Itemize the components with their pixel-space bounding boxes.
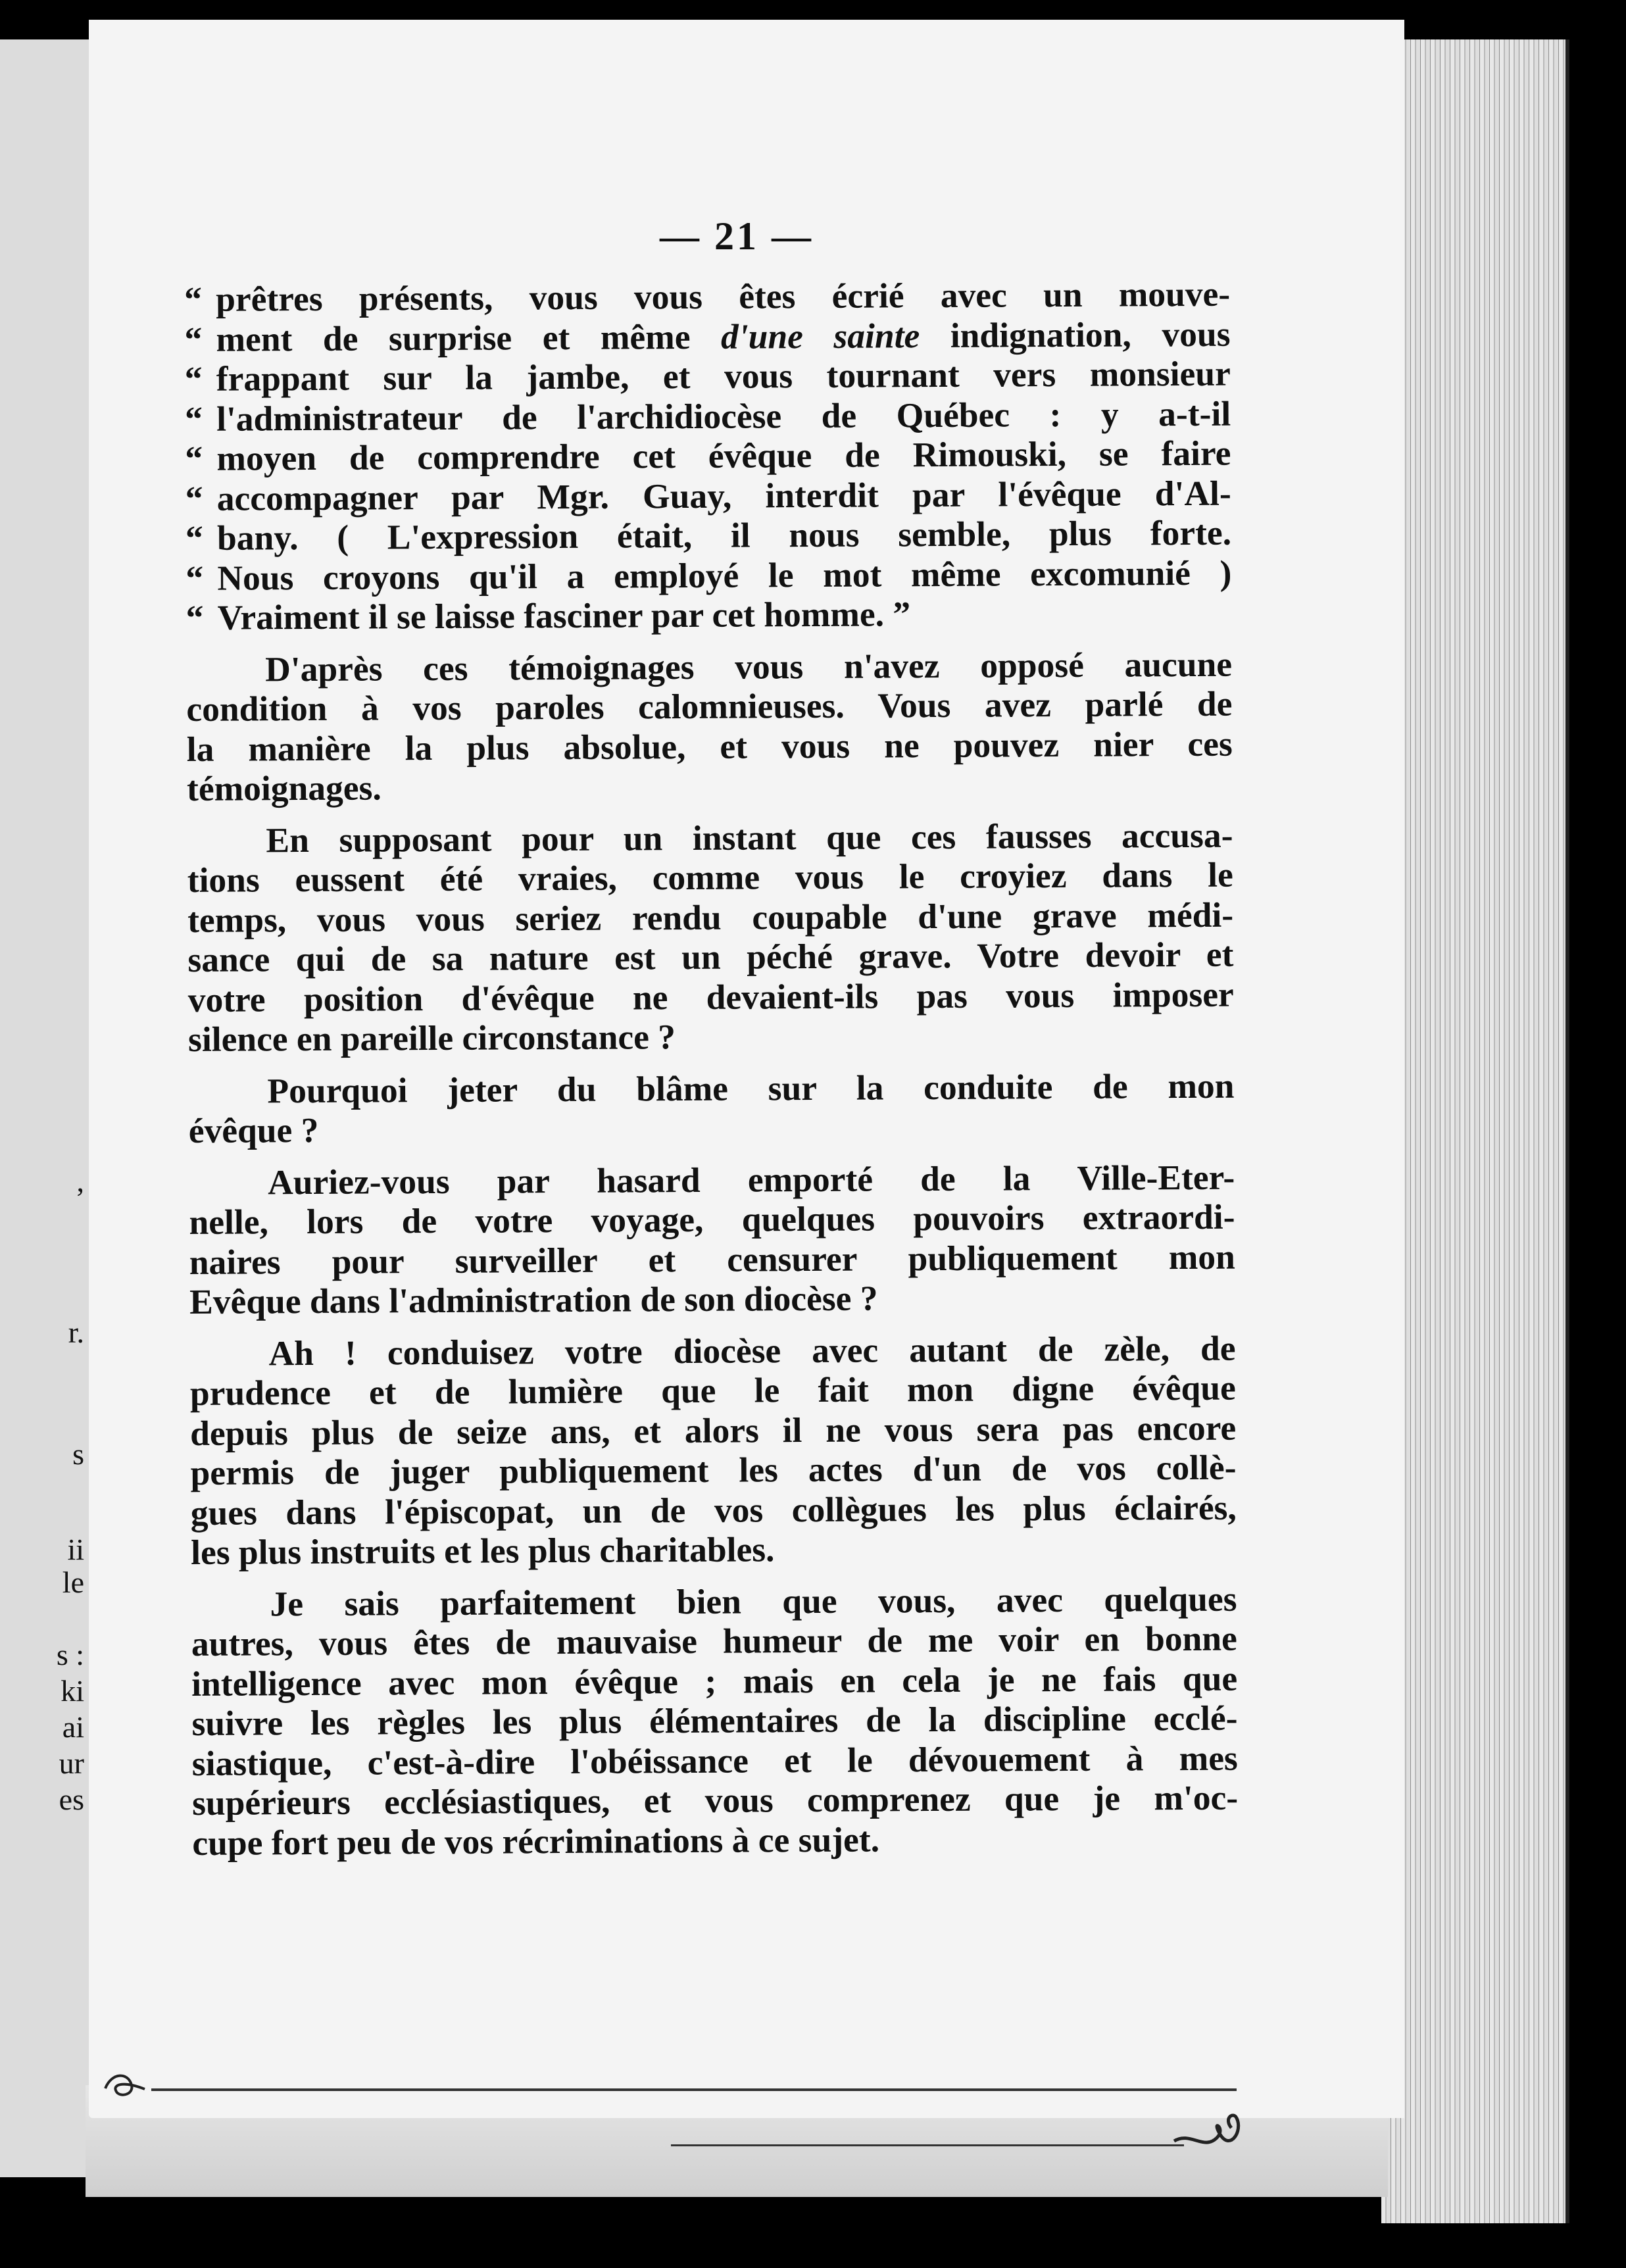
page-body-text [184,274,1239,1863]
paragraph-line: Ah ! conduisez votre diocèse avec autant de zèle, de [268,1328,1236,1373]
paragraph-line: En supposant pour un instant que ces fausses accusa- [266,815,1233,860]
paragraph-line: depuis plus de seize ans, et alors il ne vous sera pas encore [190,1408,1237,1453]
paragraph-line: prudence et de lumière que le fait mon digne évêque [189,1368,1236,1413]
quoted-line-text: ment de surprise et même d'une sainte indignation, vous [216,314,1231,359]
facing-page-fragment: , [76,1164,84,1198]
paragraph-line: témoignages. [186,768,382,808]
facing-page-fragment: es [59,1783,84,1816]
quote-mark: “ [185,518,203,558]
facing-page-fragment: s [72,1437,84,1471]
quoted-text-line [185,553,1231,598]
quoted-line-text: prêtres présents, vous vous êtes écrié avec un mouve- [215,274,1231,319]
facing-page-text-fragments [0,39,92,2177]
paragraph-line: gues dans l'épiscopat, un de vos collègues les plus éclairés, [190,1487,1237,1533]
quoted-line-text: l'administrateur de l'archidiocèse de Québec : y a-t-il [216,393,1231,439]
quoted-text-line [185,354,1231,399]
paragraph-line: D'après ces témoignages vous n'avez opposé aucune [264,644,1233,689]
page-number: — 21 — [660,214,814,258]
facing-page-fragment: s : [56,1638,84,1671]
quoted-line-text: frappant sur la jambe, et vous tournant vers monsieur [216,353,1231,399]
quoted-line-text: accompagner par Mgr. Guay, interdit par l'évêque d'Al- [216,473,1231,518]
paragraph-line: Je sais parfaitement bien que vous, avec quelques [270,1579,1237,1623]
quote-mark: “ [184,319,203,359]
paragraph-line: Pourquoi jeter du blâme sur la conduite de mon [267,1066,1235,1110]
quote-mark: “ [185,478,203,518]
quote-mark: “ [185,438,203,478]
paragraph-line: intelligence avec mon évêque ; mais en cela je ne fais que [191,1658,1238,1704]
ornament-right-icon [1171,2105,1250,2157]
paragraph-line: supérieurs ecclésiastiques, et vous comprenez que je m'oc- [191,1777,1239,1823]
facing-page-fragment: ki [61,1674,84,1708]
quote-mark: “ [184,358,203,399]
book-page-stack [1381,39,1569,2223]
paragraph-line: évêque ? [188,1110,319,1150]
paragraph-line: condition à vos paroles calomnieuses. Vous avez parlé de [186,683,1233,729]
paragraph-line: les plus instruits et les plus charitables. [190,1529,775,1572]
quote-mark: “ [184,399,203,439]
facing-page-fragment: ii [67,1533,84,1566]
bottom-rule [151,2088,1237,2091]
paragraph-line: votre position d'évêque ne devaient-ils pas vous imposer [187,974,1234,1020]
paragraph-line: Auriez-vous par hasard emporté de la Ville-Eter- [268,1157,1235,1202]
paragraph-line: permis de juger publiquement les actes d'un de vos collè- [190,1447,1237,1492]
paragraph-line: tions eussent été vraies, comme vous le croyiez dans le [187,854,1233,900]
quoted-text-line [185,393,1231,439]
ornament-left-icon [99,2065,151,2105]
quote-mark: “ [184,279,203,319]
paragraph-line: siastique, c'est-à-dire l'obéissance et le dévouement à mes [191,1738,1238,1783]
facing-page-fragment: ai [62,1710,84,1744]
quoted-text-line [184,314,1230,359]
quoted-text-line [186,593,1232,638]
paragraph-line: naires pour surveiller et censurer publiquement mon [189,1237,1235,1282]
paragraph-line: silence en pareille circonstance ? [187,1017,676,1059]
quoted-line-text: moyen de comprendre cet évêque de Rimouski, se faire [216,433,1231,478]
quoted-line-text: bany. ( L'expression était, il nous semble, plus forte. [216,512,1232,558]
quoted-text-line [185,473,1231,518]
paragraph-line: nelle, lors de votre voyage, quelques pouvoirs extraordi- [189,1196,1235,1242]
paragraph-line: suivre les règles les plus élémentaires de la discipline ecclé- [191,1698,1238,1743]
paragraph-line: sance qui de sa nature est un péché grave. Votre devoir et [187,934,1234,979]
quote-mark: “ [185,597,204,637]
paragraph-line: Evêque dans l'administration de son diocèse ? [189,1278,878,1321]
quote-mark: “ [185,558,204,598]
paragraph-line: la manière la plus absolue, et vous ne pouvez nier ces [186,724,1233,769]
quoted-line-text: Vraiment il se laisse fasciner par cet homme. ” [217,594,911,637]
bottom-rule-secondary [671,2144,1184,2146]
paragraph-line: cupe fort peu de vos récriminations à ce sujet. [192,1819,880,1863]
paragraph-line: temps, vous vous seriez rendu coupable d'une grave médi- [187,895,1234,940]
quoted-line-text: Nous croyons qu'il a employé le mot même excomunié ) [217,553,1232,598]
facing-page-edge [0,39,92,2177]
facing-page-fragment: le [62,1565,84,1599]
quoted-text-line [184,274,1230,320]
facing-page-fragment: ur [59,1746,84,1780]
quoted-text-line [185,433,1231,479]
facing-page-fragment: r. [68,1316,84,1349]
quoted-text-line [185,513,1231,558]
paragraph-line: autres, vous êtes de mauvaise humeur de me voir en bonne [191,1618,1237,1664]
